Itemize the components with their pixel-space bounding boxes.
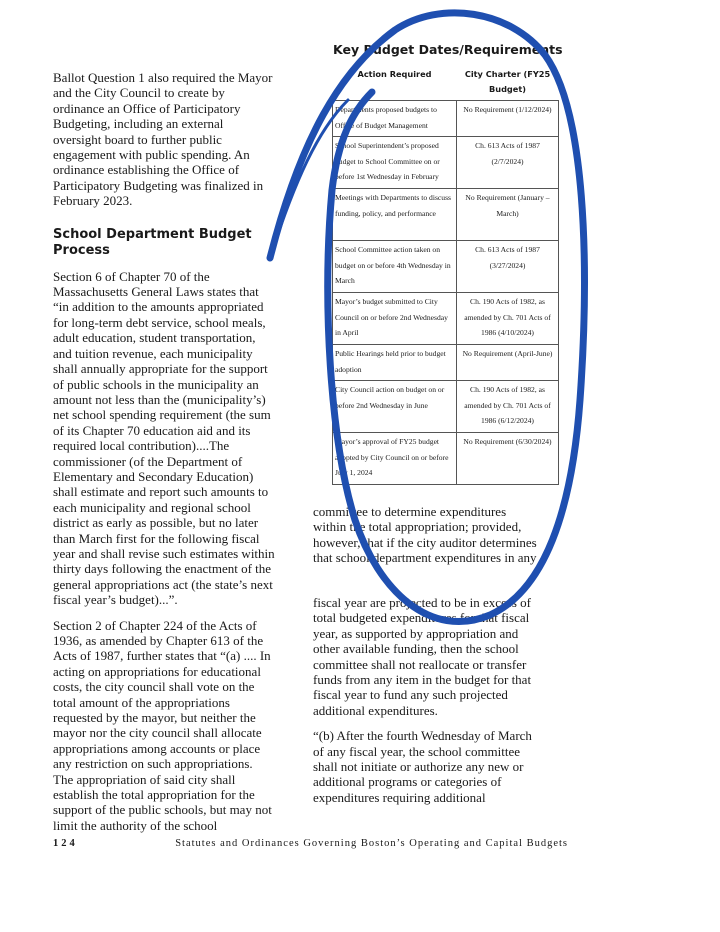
table-row (333, 433, 559, 485)
requirement-cell: Ch. 190 Acts of 1982, as amended by Ch. 701 Acts of 1986 (6/12/2024) (457, 381, 559, 433)
action-cell: School Superintendent’s proposed budget to School Committee on or before 1st Wednesday in February (333, 137, 457, 189)
header-action-required: Action Required (357, 69, 432, 79)
right-column-bottom (313, 595, 538, 815)
continuation-paragraph-1: committee to determine expenditures within the total appropriation; provided, however, that if the city auditor determines that school department expenditures in any (313, 504, 537, 566)
requirement-cell: Ch. 613 Acts of 1987 (2/7/2024) (457, 137, 559, 189)
footer-title: Statutes and Ordinances Governing Boston’s Operating and Capital Budgets (175, 838, 568, 849)
action-cell: Public Hearings held prior to budget adoption (333, 345, 457, 381)
table-row (333, 241, 559, 293)
continuation-paragraph-3: “(b) After the fourth Wednesday of March of any fiscal year, the school committee shall not initiate or authorize any new or additional programs or categories of expenditures requiring additional (313, 728, 532, 805)
table-row (333, 101, 559, 137)
action-cell: Mayor’s approval of FY25 budget adopted by City Council on or before July 1, 2024 (333, 433, 457, 485)
chapter-70-paragraph: Section 6 of Chapter 70 of the Massachusetts General Laws states that “in addition to the amounts appropriated for long-term debt service, school meals, adult education, student transportation, and tuition revenue, each municipality shall annually appropriate for the support of public schools in the municipality an amount not less than the (municipality’s) net school spending requirement (the sum of its Chapter 70 education aid and its required local contribution)....The commissioner (of the Department of Elementary and Secondary Education) shall estimate and report such amounts to each municipality and regional school district as early as possible, but no later than March first for the following fiscal year and shall revise such estimates within thirty days following the enactment of the general appropriations act (the state’s next fiscal year’s budget)...”. (53, 268, 275, 608)
table-row (333, 189, 559, 241)
requirement-cell: No Requirement (6/30/2024) (457, 433, 559, 485)
action-cell: Departments proposed budgets to Office of Budget Management (333, 101, 457, 137)
intro-paragraph: Ballot Question 1 also required the Mayor and the City Council to create by ordinance an Office of Participatory Budgeting, including an external oversight board to further public engagement with public spending. An ordinance establishing the Office of Participatory Budgeting was finalized in February 2023. (53, 70, 273, 209)
chapter-224-paragraph: Section 2 of Chapter 224 of the Acts of 1936, as amended by Chapter 613 of the Acts of 1987, further states that “(a) .... In acting on appropriations for educational costs, the city council shall vote on the total amount of the appropriations requested by the mayor, but neither the mayor nor the city council shall allocate appropriations among accounts or place any restriction on such appropriations. The appropriation of said city shall establish the total appropriation for the support of the public schools, but may not limit the authority of the school (53, 617, 272, 833)
budget-dates-table (332, 67, 559, 485)
requirement-cell: Ch. 190 Acts of 1982, as amended by Ch. 701 Acts of 1986 (4/10/2024) (457, 293, 559, 345)
action-cell: City Council action on budget on or before 2nd Wednesday in June (333, 381, 457, 433)
requirement-cell: No Requirement (1/12/2024) (457, 101, 559, 137)
action-cell: Mayor’s budget submitted to City Council on or before 2nd Wednesday in April (333, 293, 457, 345)
page-number: 124 (53, 838, 78, 849)
requirement-cell: Ch. 613 Acts of 1987 (3/27/2024) (457, 241, 559, 293)
table-row (333, 293, 559, 345)
table-row (333, 345, 559, 381)
requirement-cell: No Requirement (January – March) (457, 189, 559, 241)
table-row (333, 137, 559, 189)
action-cell: School Committee action taken on budget on or before 4th Wednesday in March (333, 241, 457, 293)
section-title: School Department Budget Process (53, 226, 252, 258)
header-city-charter: City Charter (FY25 Budget) (464, 69, 551, 94)
table-header-row (333, 67, 559, 101)
continuation-paragraph-2: fiscal year are projected to be in excess of total budgeted expenditures for that fiscal year, as supported by appropriation and other available funding, then the school committee shall not reallocate or transfer funds from any item in the budget for that fiscal year to fund any such projected additional expenditures. (313, 595, 532, 718)
table-row (333, 381, 559, 433)
left-column (53, 70, 275, 843)
right-column-top (313, 504, 538, 576)
action-cell: Meetings with Departments to discuss funding, policy, and performance (333, 189, 457, 241)
table-title: Key Budget Dates/Requirements (333, 42, 563, 57)
requirement-cell: No Requirement (April-June) (457, 345, 559, 381)
